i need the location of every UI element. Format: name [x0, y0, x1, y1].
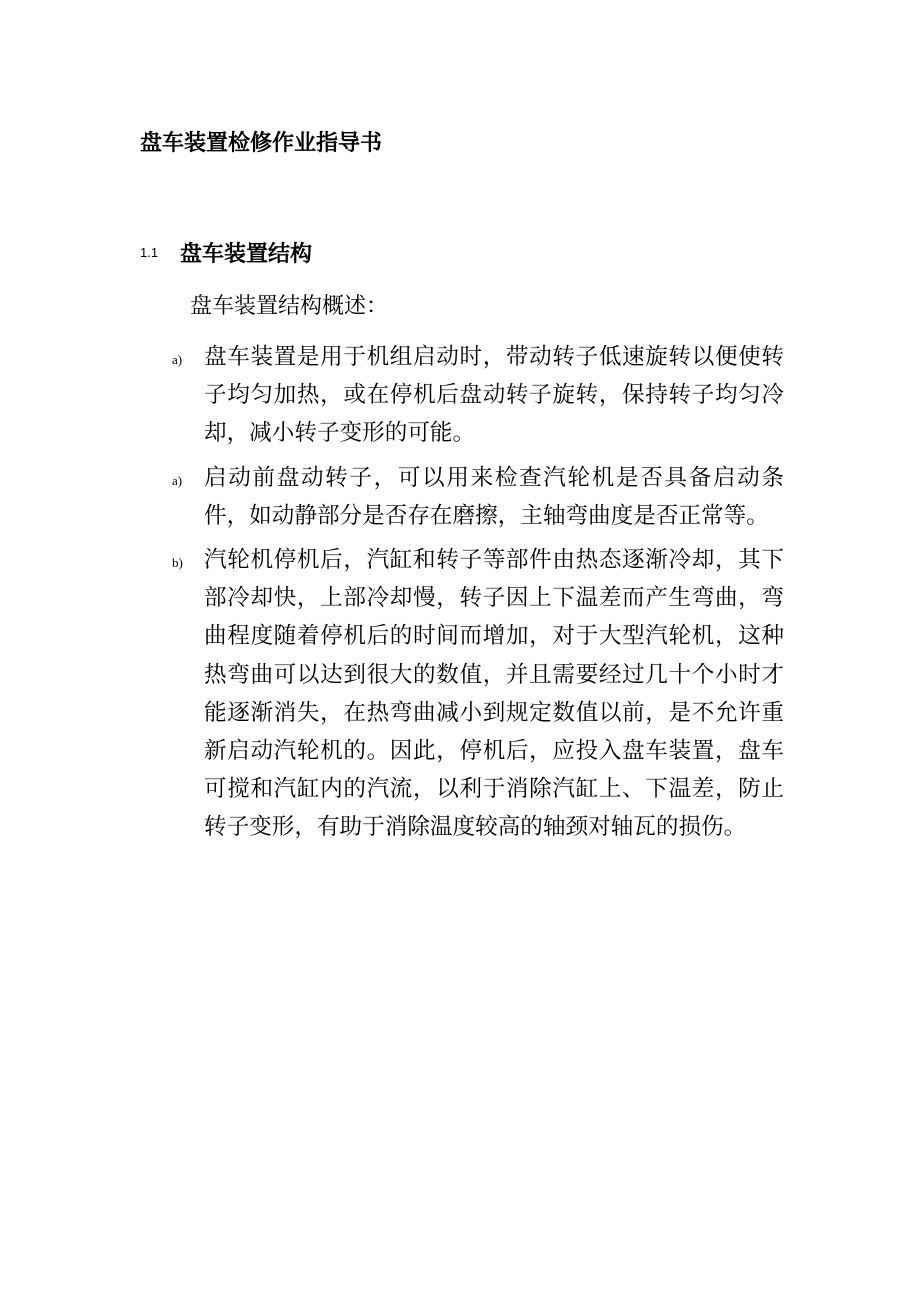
document-title: 盘车装置检修作业指导书: [140, 131, 383, 156]
list-item-text: 启动前盘动转子，可以用来检查汽轮机是否具备启动条件，如动静部分是否存在磨擦，主轴弯曲度是否正常等。: [204, 464, 784, 529]
item-list: [172, 338, 792, 853]
list-item: [172, 541, 792, 847]
list-item-text: 汽轮机停机后，汽缸和转子等部件由热态逐渐冷却，其下部冷却快，上部冷却慢，转子因上下温差而产生弯曲，弯曲程度随着停机后的时间而增加，对于大型汽轮机，这种热弯曲可以达到很大的数值，并且需要经过几十个小时才能逐渐消失，在热弯曲减小到规定数值以前，是不允许重新启动汽轮机的。因此，停机后，应投入盘车装置，盘车可搅和汽缸内的汽流，以利于消除汽缸上、下温差，防止转子变形，有助于消除温度较高的轴颈对轴瓦的损伤。: [204, 547, 784, 841]
section-intro: 盘车装置结构概述：: [190, 294, 389, 319]
list-item: [172, 338, 792, 453]
section-number: 1.1: [140, 244, 159, 260]
list-item: [172, 459, 792, 535]
section-title: 盘车装置结构: [180, 241, 313, 267]
list-item-text: 盘车装置是用于机组启动时，带动转子低速旋转以便使转子均匀加热，或在停机后盘动转子旋转，保持转子均匀冷却，减小转子变形的可能。: [204, 344, 784, 447]
list-item-marker: b): [172, 555, 183, 571]
list-item-marker: a): [172, 352, 183, 367]
section-heading: [140, 234, 312, 270]
list-item-marker: a): [172, 472, 183, 488]
